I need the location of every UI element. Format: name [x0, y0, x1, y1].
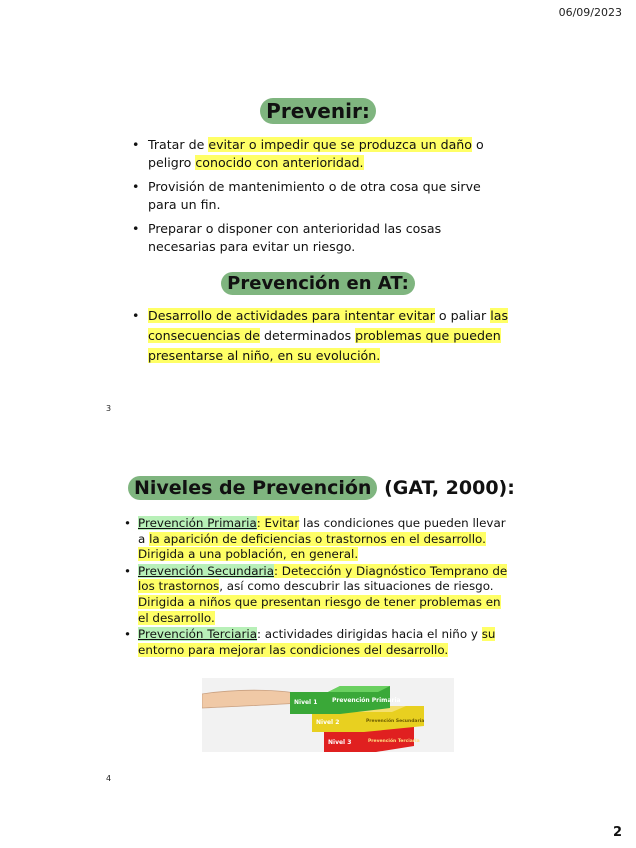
- text: o paliar: [434, 308, 491, 323]
- hand-illustration: [202, 690, 304, 708]
- slide2-level-list: [124, 516, 510, 659]
- print-date: 06/09/2023: [558, 6, 622, 19]
- prevention-levels-figure: [202, 678, 454, 752]
- level-label: Prevención Terciaria: [138, 627, 258, 642]
- slide2-title-rest: (GAT, 2000):: [377, 477, 515, 499]
- slide1-subtitle: Prevención en AT:: [221, 272, 415, 295]
- level-label: Prevención Secundaria: [138, 563, 275, 578]
- highlight: las consecuencias de: [148, 308, 509, 343]
- list-item: [130, 178, 510, 214]
- highlight: conocido con anterioridad.: [195, 155, 364, 170]
- text: determinados: [260, 328, 356, 343]
- highlight: evitar o impedir que se produzca un daño: [208, 137, 472, 152]
- text: o peligro: [148, 137, 484, 170]
- slide2-title-highlight: Niveles de Prevención: [128, 476, 377, 500]
- text: las condiciones que pueden llevar a: [138, 516, 506, 546]
- list-item: [130, 306, 510, 366]
- highlight: Evitar: [260, 516, 300, 530]
- highlight: Detección y Diagnóstico Temprano de los trastornos: [138, 563, 508, 594]
- step1-level-label: Nivel 1: [294, 699, 318, 706]
- step1-text: Prevención Primaria: [332, 697, 401, 704]
- highlight: la aparición de deficiencias o trastornos en el desarrollo. Dirigida a una población, en general.: [138, 531, 486, 562]
- text: Provisión de mantenimiento o de otra cosa que sirve para un fin.: [148, 179, 481, 212]
- highlight: su entorno para mejorar las condiciones del desarrollo.: [138, 627, 496, 657]
- slide1-subtitle-wrap: [0, 272, 636, 295]
- list-item: [124, 564, 510, 626]
- slide2-title-wrap: [128, 476, 515, 500]
- page-number: 2: [612, 825, 622, 840]
- prevention-steps-illustration: [202, 678, 454, 752]
- highlight: problemas que pueden presentarse al niño, en su evolución.: [148, 328, 501, 363]
- slide1-bullet-list: [130, 136, 510, 262]
- slide2-number: 4: [106, 774, 112, 783]
- slide1-sub-bullet-list: [130, 306, 510, 372]
- list-item: [124, 627, 510, 658]
- text: actividades dirigidas hacia el niño y: [261, 627, 482, 642]
- text: :: [274, 563, 279, 578]
- list-item: [124, 516, 510, 563]
- highlight: Desarrollo de actividades para intentar evitar: [148, 308, 435, 323]
- text: Preparar o disponer con anterioridad las cosas necesarias para evitar un riesgo.: [148, 221, 442, 254]
- slide1-title-wrap: [0, 98, 636, 124]
- text: , así como descubrir las situaciones de riesgo.: [219, 579, 494, 594]
- step3-level-label: Nivel 3: [328, 739, 352, 746]
- slide1-title: Prevenir:: [260, 98, 376, 124]
- step2-level-label: Nivel 2: [316, 719, 340, 726]
- text: Tratar de: [148, 137, 209, 152]
- list-item: [130, 136, 510, 172]
- list-item: [130, 220, 510, 256]
- step2-text: Prevención Secundaria: [366, 719, 425, 724]
- step3-text: Prevención Terciaria: [368, 739, 420, 744]
- highlight: Dirigida a niños que presentan riesgo de tener problemas en el desarrollo.: [138, 594, 501, 625]
- level-label: Prevención Primaria: [138, 516, 257, 530]
- slide1-number: 3: [106, 404, 112, 413]
- text: :: [257, 627, 262, 642]
- text: :: [256, 516, 261, 530]
